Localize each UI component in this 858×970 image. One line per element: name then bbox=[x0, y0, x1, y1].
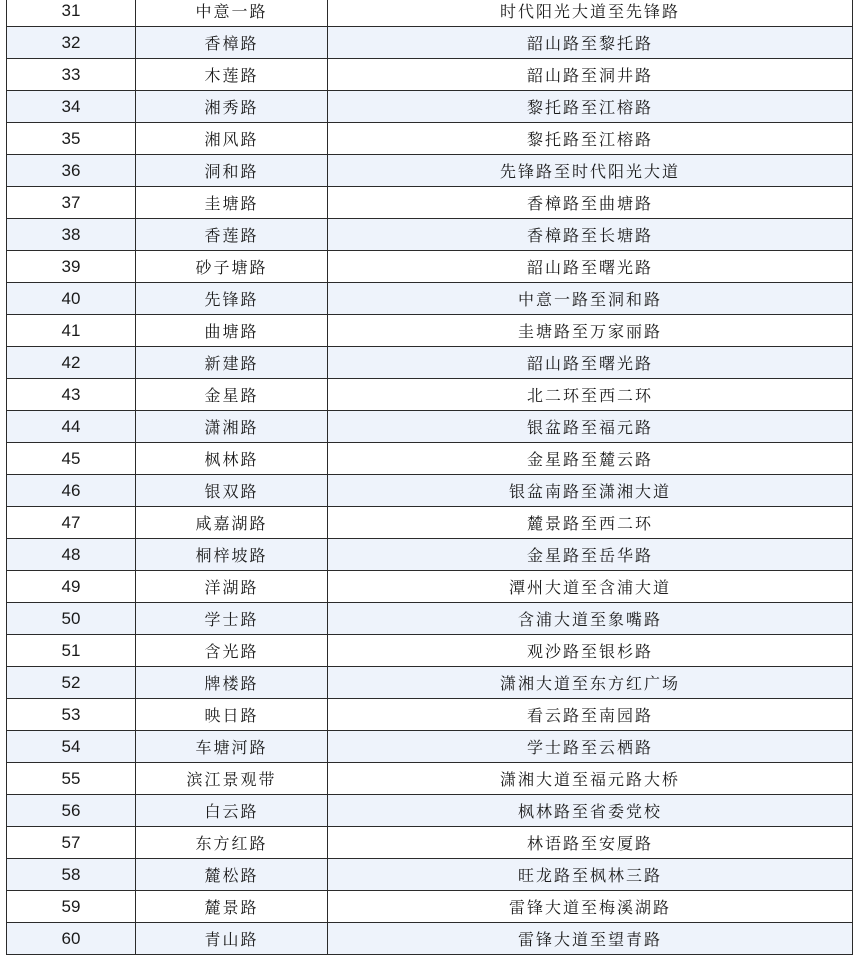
table-row bbox=[7, 859, 853, 891]
road-name-cell: 洋湖路 bbox=[136, 571, 328, 603]
road-name-cell: 银双路 bbox=[136, 475, 328, 507]
road-table-body bbox=[7, 0, 853, 955]
row-number-cell: 56 bbox=[7, 795, 136, 827]
road-name-cell: 金星路 bbox=[136, 379, 328, 411]
row-number-cell: 50 bbox=[7, 603, 136, 635]
road-range-cell: 观沙路至银杉路 bbox=[328, 635, 853, 667]
row-number-cell: 53 bbox=[7, 699, 136, 731]
road-range-cell: 雷锋大道至望青路 bbox=[328, 923, 853, 955]
row-number-cell: 57 bbox=[7, 827, 136, 859]
row-number-cell: 37 bbox=[7, 187, 136, 219]
row-number-cell: 60 bbox=[7, 923, 136, 955]
road-name-cell: 映日路 bbox=[136, 699, 328, 731]
road-range-cell: 韶山路至洞井路 bbox=[328, 59, 853, 91]
road-range-cell: 学士路至云栖路 bbox=[328, 731, 853, 763]
table-row bbox=[7, 571, 853, 603]
row-number-cell: 48 bbox=[7, 539, 136, 571]
road-range-cell: 先锋路至时代阳光大道 bbox=[328, 155, 853, 187]
road-name-cell: 东方红路 bbox=[136, 827, 328, 859]
road-name-cell: 麓松路 bbox=[136, 859, 328, 891]
table-row bbox=[7, 603, 853, 635]
table-row bbox=[7, 443, 853, 475]
road-range-cell: 旺龙路至枫林三路 bbox=[328, 859, 853, 891]
table-row bbox=[7, 27, 853, 59]
table-row bbox=[7, 667, 853, 699]
road-range-cell: 北二环至西二环 bbox=[328, 379, 853, 411]
road-range-cell: 麓景路至西二环 bbox=[328, 507, 853, 539]
table-row bbox=[7, 219, 853, 251]
road-name-cell: 湘秀路 bbox=[136, 91, 328, 123]
road-range-cell: 香樟路至长塘路 bbox=[328, 219, 853, 251]
road-name-cell: 白云路 bbox=[136, 795, 328, 827]
road-name-cell: 麓景路 bbox=[136, 891, 328, 923]
row-number-cell: 39 bbox=[7, 251, 136, 283]
road-name-cell: 青山路 bbox=[136, 923, 328, 955]
road-name-cell: 滨江景观带 bbox=[136, 763, 328, 795]
row-number-cell: 59 bbox=[7, 891, 136, 923]
row-number-cell: 55 bbox=[7, 763, 136, 795]
road-range-cell: 银盆路至福元路 bbox=[328, 411, 853, 443]
table-row bbox=[7, 539, 853, 571]
road-range-cell: 金星路至岳华路 bbox=[328, 539, 853, 571]
table-row bbox=[7, 827, 853, 859]
row-number-cell: 38 bbox=[7, 219, 136, 251]
road-range-cell: 潭州大道至含浦大道 bbox=[328, 571, 853, 603]
road-table bbox=[6, 0, 853, 955]
table-row bbox=[7, 411, 853, 443]
row-number-cell: 42 bbox=[7, 347, 136, 379]
row-number-cell: 58 bbox=[7, 859, 136, 891]
road-range-cell: 圭塘路至万家丽路 bbox=[328, 315, 853, 347]
table-row bbox=[7, 635, 853, 667]
table-row bbox=[7, 283, 853, 315]
road-name-cell: 香樟路 bbox=[136, 27, 328, 59]
row-number-cell: 43 bbox=[7, 379, 136, 411]
table-row bbox=[7, 187, 853, 219]
row-number-cell: 46 bbox=[7, 475, 136, 507]
row-number-cell: 36 bbox=[7, 155, 136, 187]
table-row bbox=[7, 763, 853, 795]
road-range-cell: 金星路至麓云路 bbox=[328, 443, 853, 475]
table-row bbox=[7, 251, 853, 283]
road-name-cell: 学士路 bbox=[136, 603, 328, 635]
road-name-cell: 曲塘路 bbox=[136, 315, 328, 347]
row-number-cell: 45 bbox=[7, 443, 136, 475]
road-range-cell: 银盆南路至潇湘大道 bbox=[328, 475, 853, 507]
table-row bbox=[7, 475, 853, 507]
row-number-cell: 40 bbox=[7, 283, 136, 315]
table-row bbox=[7, 507, 853, 539]
row-number-cell: 33 bbox=[7, 59, 136, 91]
table-row bbox=[7, 123, 853, 155]
road-range-cell: 黎托路至江榕路 bbox=[328, 123, 853, 155]
row-number-cell: 54 bbox=[7, 731, 136, 763]
table-row bbox=[7, 315, 853, 347]
row-number-cell: 41 bbox=[7, 315, 136, 347]
road-range-cell: 看云路至南园路 bbox=[328, 699, 853, 731]
table-row bbox=[7, 731, 853, 763]
road-name-cell: 潇湘路 bbox=[136, 411, 328, 443]
road-name-cell: 车塘河路 bbox=[136, 731, 328, 763]
road-name-cell: 香莲路 bbox=[136, 219, 328, 251]
road-name-cell: 圭塘路 bbox=[136, 187, 328, 219]
road-range-cell: 韶山路至曙光路 bbox=[328, 347, 853, 379]
table-row bbox=[7, 91, 853, 123]
table-row bbox=[7, 347, 853, 379]
row-number-cell: 34 bbox=[7, 91, 136, 123]
table-row bbox=[7, 0, 853, 27]
table-row bbox=[7, 155, 853, 187]
table-row bbox=[7, 923, 853, 955]
road-name-cell: 枫林路 bbox=[136, 443, 328, 475]
road-range-cell: 林语路至安厦路 bbox=[328, 827, 853, 859]
row-number-cell: 49 bbox=[7, 571, 136, 603]
road-range-cell: 含浦大道至象嘴路 bbox=[328, 603, 853, 635]
road-range-cell: 中意一路至洞和路 bbox=[328, 283, 853, 315]
road-name-cell: 咸嘉湖路 bbox=[136, 507, 328, 539]
road-name-cell: 砂子塘路 bbox=[136, 251, 328, 283]
road-name-cell: 新建路 bbox=[136, 347, 328, 379]
road-range-cell: 潇湘大道至东方红广场 bbox=[328, 667, 853, 699]
road-name-cell: 含光路 bbox=[136, 635, 328, 667]
table-row bbox=[7, 59, 853, 91]
road-name-cell: 桐梓坡路 bbox=[136, 539, 328, 571]
road-range-cell: 韶山路至黎托路 bbox=[328, 27, 853, 59]
table-row bbox=[7, 795, 853, 827]
row-number-cell: 47 bbox=[7, 507, 136, 539]
road-name-cell: 先锋路 bbox=[136, 283, 328, 315]
road-name-cell: 洞和路 bbox=[136, 155, 328, 187]
road-name-cell: 湘风路 bbox=[136, 123, 328, 155]
row-number-cell: 51 bbox=[7, 635, 136, 667]
row-number-cell: 35 bbox=[7, 123, 136, 155]
road-name-cell: 中意一路 bbox=[136, 0, 328, 27]
road-name-cell: 木莲路 bbox=[136, 59, 328, 91]
row-number-cell: 31 bbox=[7, 0, 136, 27]
road-range-cell: 时代阳光大道至先锋路 bbox=[328, 0, 853, 27]
row-number-cell: 32 bbox=[7, 27, 136, 59]
road-name-cell: 牌楼路 bbox=[136, 667, 328, 699]
row-number-cell: 52 bbox=[7, 667, 136, 699]
road-range-cell: 香樟路至曲塘路 bbox=[328, 187, 853, 219]
road-range-cell: 雷锋大道至梅溪湖路 bbox=[328, 891, 853, 923]
table-row bbox=[7, 891, 853, 923]
table-row bbox=[7, 699, 853, 731]
row-number-cell: 44 bbox=[7, 411, 136, 443]
road-range-cell: 潇湘大道至福元路大桥 bbox=[328, 763, 853, 795]
road-range-cell: 黎托路至江榕路 bbox=[328, 91, 853, 123]
table-row bbox=[7, 379, 853, 411]
road-range-cell: 韶山路至曙光路 bbox=[328, 251, 853, 283]
road-range-cell: 枫林路至省委党校 bbox=[328, 795, 853, 827]
